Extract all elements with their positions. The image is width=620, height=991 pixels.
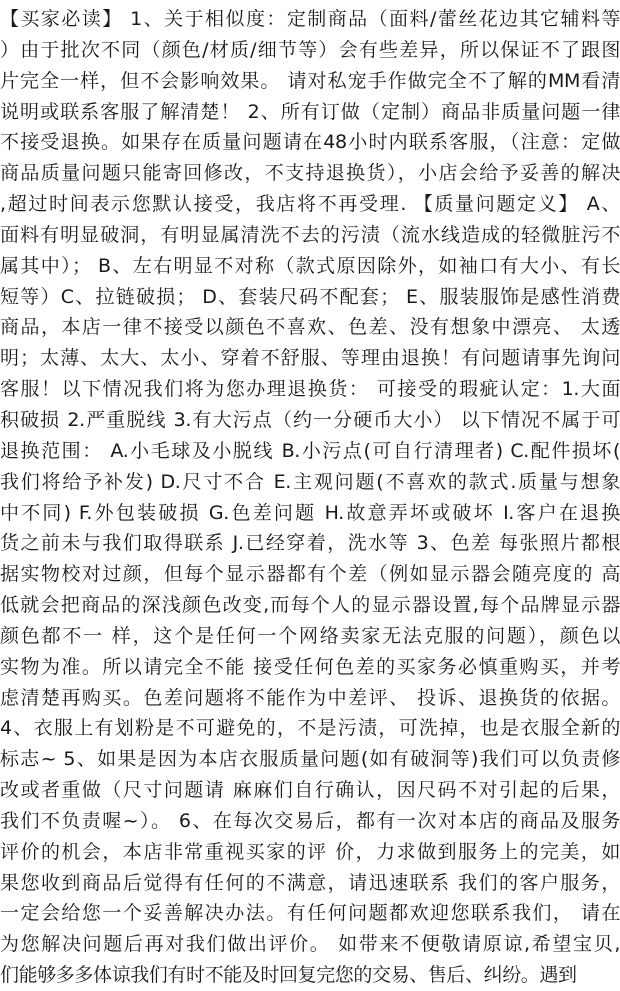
notice-line: 中不同) F.外包装破损 G.色差问题 H.故意弄坏或破坏 I.客户在退换	[0, 501, 620, 524]
notice-line: 据实物校对过颜，但每个显示器都有个差（例如显示器会随亮度的 高	[0, 563, 620, 586]
notice-line: ）由于批次不同（颜色/材质/细节等）会有些差异，所以保证不了跟图	[0, 38, 620, 61]
notice-line: 4、衣服上有划粉是不可避免的，不是污渍，可洗掉，也是衣服全新的	[0, 717, 620, 740]
notice-line: 退换范围： A.小毛球及小脱线 B.小污点(可自行清理者) C.配件损坏(	[0, 439, 620, 462]
notice-line: 实物为准。所以请完全不能 接受任何色差的买家务必慎重购买，并考	[0, 655, 620, 678]
notice-line: 果您收到商品后觉得有任何的不满意，请迅速联系 我们的客户服务，	[0, 871, 620, 894]
notice-line: 短等）C、拉链破损； D、套装尺码不配套； E、服装服饰是感性消费	[0, 285, 620, 308]
notice-line: 我们不负责喔~）。 6、在每次交易后，都有一次对本店的商品及服务	[0, 809, 620, 832]
notice-line: 积破损 2.严重脱线 3.有大污点（约一分硬币大小） 以下情况不属于可	[0, 408, 620, 431]
notice-line: ,超过时间表示您默认接受，我店将不再受理. 【质量问题定义】 A、	[0, 193, 620, 216]
notice-line: 为您解决问题后再对我们做出评价。 如带来不便敬请原谅,希望宝贝,	[0, 933, 620, 956]
notice-line: 标志~ 5、如果是因为本店衣服质量问题(如有破洞等)我们可以负责修	[0, 748, 620, 771]
notice-line: 我们将给予补发) D.尺寸不合 E.主观问题(不喜欢的款式.质量与想象	[0, 470, 620, 493]
notice-line: 评价的机会，本店非常重视买家的评 价，力求做到服务上的完美，如	[0, 840, 620, 863]
notice-line: 商品质量问题只能寄回修改，不支持退换货），小店会给予妥善的解决	[0, 162, 620, 185]
notice-line: 改或者重做（尺寸问题请 麻麻们自行确认，因尺码不对引起的后果，	[0, 779, 620, 802]
notice-line: 明；太薄、太大、太小、穿着不舒服、等理由退换！有问题请事先询问	[0, 347, 620, 370]
notice-line: 客服！以下情况我们将为您办理退换货： 可接受的瑕疵认定：1.大面	[0, 378, 620, 401]
notice-line: 货之前未与我们取得联系 J.已经穿着，洗水等 3、色差 每张照片都根	[0, 532, 620, 555]
notice-line: 低就会把商品的深浅颜色改变,而每个人的显示器设置,每个品牌显示器	[0, 594, 620, 617]
notice-line: 面料有明显破洞，有明显属清洗不去的污渍（流水线造成的轻微脏污不	[0, 223, 620, 246]
notice-line: 颜色都不一 样，这个是任何一个网络卖家无法克服的问题），颜色以	[0, 624, 620, 647]
notice-line: 不接受退换。如果存在质量问题请在48小时内联系客服，（注意：定做	[0, 131, 620, 154]
notice-line: 商品，本店一律不接受以颜色不喜欢、色差、没有想象中漂亮、 太透	[0, 316, 620, 339]
notice-line: 片完全一样，但不会影响效果。 请对私宠手作做完全不了解的MM看清	[0, 69, 620, 92]
notice-line: 们能够多多体谅我们有时不能及时回复完您的交易、售后、纠纷。遇到	[0, 964, 577, 987]
notice-line: 虑清楚再购买。色差问题将不能作为中差评、 投诉、退换货的依据。	[0, 686, 620, 709]
notice-line: 【买家必读】 1、关于相似度：定制商品（面料/蕾丝花边其它辅料等	[0, 8, 620, 30]
notice-line: 说明或联系客服了解清楚！ 2、所有订做（定制）商品非质量问题一律	[0, 100, 620, 123]
notice-line: 属其中）； B、左右明显不对称（款式原因除外，如袖口有大小、有长	[0, 254, 620, 277]
notice-line: 一定会给您一个妥善解决办法。有任何问题都欢迎您联系我们， 请在	[0, 902, 620, 925]
